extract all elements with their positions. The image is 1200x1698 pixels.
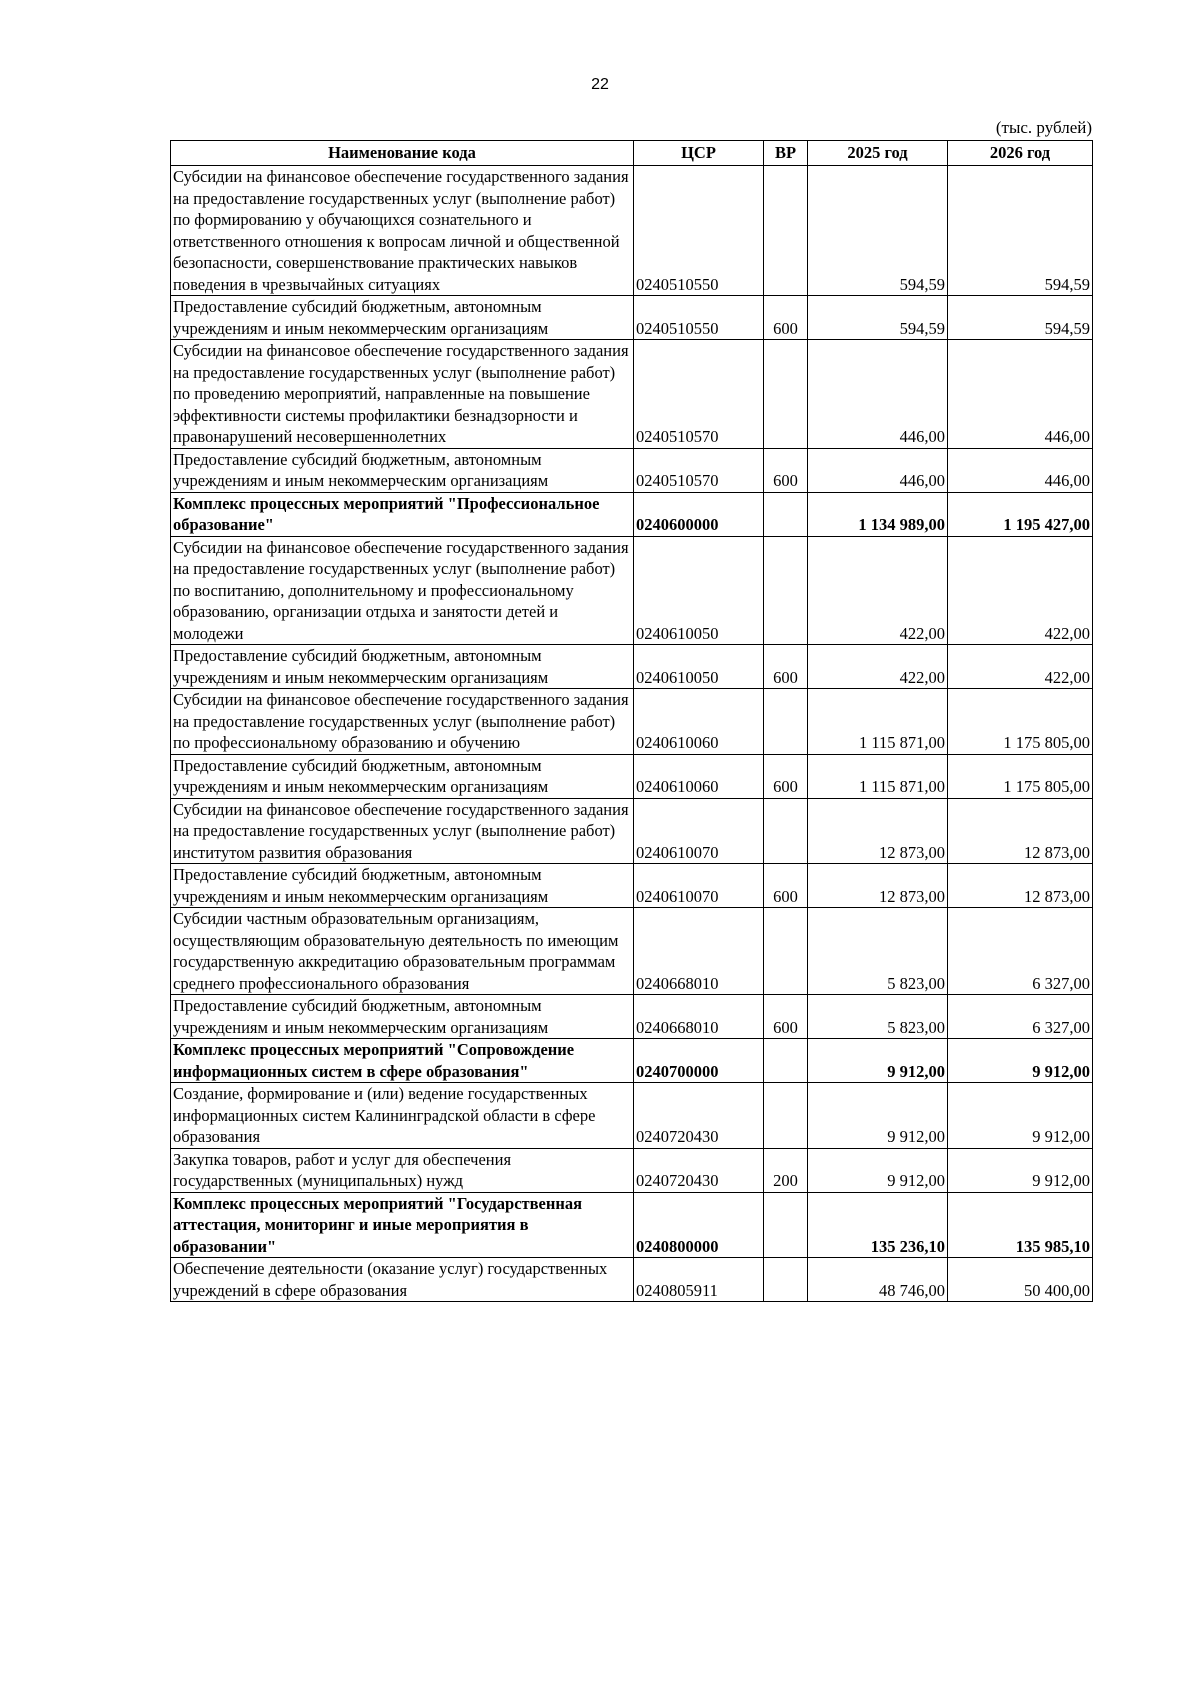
row-amount-2025: 135 236,10 <box>808 1192 948 1258</box>
row-name: Субсидии на финансовое обеспечение государственного задания на предоставление государственных услуг (выполнение работ) по формированию у обучающихся сознательного и ответственного отношения к вопросам личной и общественной безопасности, совершенствование практических навыков поведения в чрезвычайных ситуациях <box>171 166 634 296</box>
table-row <box>171 864 1093 908</box>
row-vr <box>764 908 808 995</box>
header-vr: ВР <box>764 141 808 166</box>
row-name: Комплекс процессных мероприятий "Сопровождение информационных систем в сфере образования" <box>171 1039 634 1083</box>
row-name: Предоставление субсидий бюджетным, автономным учреждениям и иным некоммерческим организациям <box>171 754 634 798</box>
row-name: Комплекс процессных мероприятий "Профессиональное образование" <box>171 492 634 536</box>
row-amount-2026: 1 175 805,00 <box>948 689 1093 755</box>
row-amount-2026: 594,59 <box>948 166 1093 296</box>
table-row <box>171 448 1093 492</box>
row-vr <box>764 1258 808 1302</box>
row-csr: 0240600000 <box>634 492 764 536</box>
row-name: Предоставление субсидий бюджетным, автономным учреждениям и иным некоммерческим организациям <box>171 645 634 689</box>
row-name: Субсидии на финансовое обеспечение государственного задания на предоставление государственных услуг (выполнение работ) по профессиональному образованию и обучению <box>171 689 634 755</box>
row-amount-2025: 1 134 989,00 <box>808 492 948 536</box>
row-amount-2026: 594,59 <box>948 296 1093 340</box>
row-vr <box>764 536 808 645</box>
row-vr: 600 <box>764 995 808 1039</box>
row-amount-2026: 1 175 805,00 <box>948 754 1093 798</box>
row-amount-2025: 12 873,00 <box>808 798 948 864</box>
row-csr: 0240610050 <box>634 536 764 645</box>
row-vr <box>764 1083 808 1149</box>
row-csr: 0240805911 <box>634 1258 764 1302</box>
row-amount-2026: 9 912,00 <box>948 1039 1093 1083</box>
row-vr: 600 <box>764 645 808 689</box>
table-row <box>171 296 1093 340</box>
row-vr: 600 <box>764 448 808 492</box>
row-csr: 0240610070 <box>634 864 764 908</box>
row-vr <box>764 798 808 864</box>
row-csr: 0240610060 <box>634 689 764 755</box>
row-name: Предоставление субсидий бюджетным, автономным учреждениям и иным некоммерческим организациям <box>171 995 634 1039</box>
row-name: Закупка товаров, работ и услуг для обеспечения государственных (муниципальных) нужд <box>171 1148 634 1192</box>
row-amount-2025: 12 873,00 <box>808 864 948 908</box>
row-vr <box>764 340 808 449</box>
header-row <box>171 141 1093 166</box>
row-vr: 200 <box>764 1148 808 1192</box>
row-name: Субсидии частным образовательным организациям, осуществляющим образовательную деятельность по имеющим государственную аккредитацию образовательным программам среднего профессионального образования <box>171 908 634 995</box>
row-name: Предоставление субсидий бюджетным, автономным учреждениям и иным некоммерческим организациям <box>171 448 634 492</box>
unit-label: (тыс. рублей) <box>995 118 1092 137</box>
row-name: Предоставление субсидий бюджетным, автономным учреждениям и иным некоммерческим организациям <box>171 296 634 340</box>
row-name: Предоставление субсидий бюджетным, автономным учреждениям и иным некоммерческим организациям <box>171 864 634 908</box>
table-row <box>171 340 1093 449</box>
row-vr: 600 <box>764 754 808 798</box>
row-amount-2025: 9 912,00 <box>808 1083 948 1149</box>
row-amount-2026: 9 912,00 <box>948 1083 1093 1149</box>
table-row <box>171 1258 1093 1302</box>
table-row <box>171 1083 1093 1149</box>
table-header <box>171 141 1093 166</box>
row-amount-2026: 446,00 <box>948 448 1093 492</box>
row-amount-2026: 50 400,00 <box>948 1258 1093 1302</box>
row-amount-2025: 446,00 <box>808 340 948 449</box>
row-vr <box>764 492 808 536</box>
row-amount-2026: 12 873,00 <box>948 864 1093 908</box>
table-row <box>171 536 1093 645</box>
row-csr: 0240510570 <box>634 340 764 449</box>
table-row <box>171 798 1093 864</box>
row-amount-2025: 422,00 <box>808 536 948 645</box>
row-amount-2026: 9 912,00 <box>948 1148 1093 1192</box>
row-csr: 0240668010 <box>634 908 764 995</box>
table-row <box>171 908 1093 995</box>
header-2025: 2025 год <box>808 141 948 166</box>
row-amount-2025: 422,00 <box>808 645 948 689</box>
table-row <box>171 754 1093 798</box>
row-name: Субсидии на финансовое обеспечение государственного задания на предоставление государственных услуг (выполнение работ) по проведению мероприятий, направленные на повышение эффективности системы профилактики безнадзорности и правонарушений несовершеннолетних <box>171 340 634 449</box>
row-csr: 0240610070 <box>634 798 764 864</box>
row-amount-2025: 1 115 871,00 <box>808 689 948 755</box>
header-name: Наименование кода <box>171 141 634 166</box>
table-body <box>171 166 1093 1302</box>
row-amount-2025: 9 912,00 <box>808 1148 948 1192</box>
row-amount-2025: 5 823,00 <box>808 908 948 995</box>
table-row <box>171 689 1093 755</box>
row-name: Обеспечение деятельности (оказание услуг) государственных учреждений в сфере образования <box>171 1258 634 1302</box>
row-amount-2026: 446,00 <box>948 340 1093 449</box>
table-row <box>171 1148 1093 1192</box>
table-row <box>171 1039 1093 1083</box>
row-csr: 0240610050 <box>634 645 764 689</box>
row-csr: 0240510550 <box>634 166 764 296</box>
table-row <box>171 645 1093 689</box>
row-amount-2026: 1 195 427,00 <box>948 492 1093 536</box>
row-csr: 0240720430 <box>634 1148 764 1192</box>
header-csr: ЦСР <box>634 141 764 166</box>
row-amount-2025: 594,59 <box>808 296 948 340</box>
row-vr: 600 <box>764 864 808 908</box>
row-amount-2026: 6 327,00 <box>948 995 1093 1039</box>
row-csr: 0240720430 <box>634 1083 764 1149</box>
row-vr <box>764 1192 808 1258</box>
row-name: Создание, формирование и (или) ведение государственных информационных систем Калининградской области в сфере образования <box>171 1083 634 1149</box>
row-name: Комплекс процессных мероприятий "Государственная аттестация, мониторинг и иные мероприятия в образовании" <box>171 1192 634 1258</box>
row-csr: 0240668010 <box>634 995 764 1039</box>
row-csr: 0240510570 <box>634 448 764 492</box>
row-csr: 0240510550 <box>634 296 764 340</box>
row-csr: 0240700000 <box>634 1039 764 1083</box>
row-vr: 600 <box>764 296 808 340</box>
row-amount-2025: 446,00 <box>808 448 948 492</box>
row-amount-2025: 48 746,00 <box>808 1258 948 1302</box>
row-name: Субсидии на финансовое обеспечение государственного задания на предоставление государственных услуг (выполнение работ) институтом развития образования <box>171 798 634 864</box>
row-amount-2025: 5 823,00 <box>808 995 948 1039</box>
table-row <box>171 492 1093 536</box>
row-csr: 0240800000 <box>634 1192 764 1258</box>
row-amount-2026: 422,00 <box>948 536 1093 645</box>
row-vr <box>764 689 808 755</box>
table-row <box>171 995 1093 1039</box>
table-row <box>171 1192 1093 1258</box>
row-amount-2025: 9 912,00 <box>808 1039 948 1083</box>
row-name: Субсидии на финансовое обеспечение государственного задания на предоставление государственных услуг (выполнение работ) по воспитанию, дополнительному и профессиональному образованию, организации отдыха и занятости детей и молодежи <box>171 536 634 645</box>
table-row <box>171 166 1093 296</box>
row-amount-2025: 594,59 <box>808 166 948 296</box>
row-vr <box>764 166 808 296</box>
row-amount-2025: 1 115 871,00 <box>808 754 948 798</box>
row-csr: 0240610060 <box>634 754 764 798</box>
row-amount-2026: 12 873,00 <box>948 798 1093 864</box>
row-amount-2026: 6 327,00 <box>948 908 1093 995</box>
page-number: 22 <box>591 76 609 93</box>
row-vr <box>764 1039 808 1083</box>
header-2026: 2026 год <box>948 141 1093 166</box>
row-amount-2026: 135 985,10 <box>948 1192 1093 1258</box>
budget-table <box>170 140 1093 1302</box>
row-amount-2026: 422,00 <box>948 645 1093 689</box>
